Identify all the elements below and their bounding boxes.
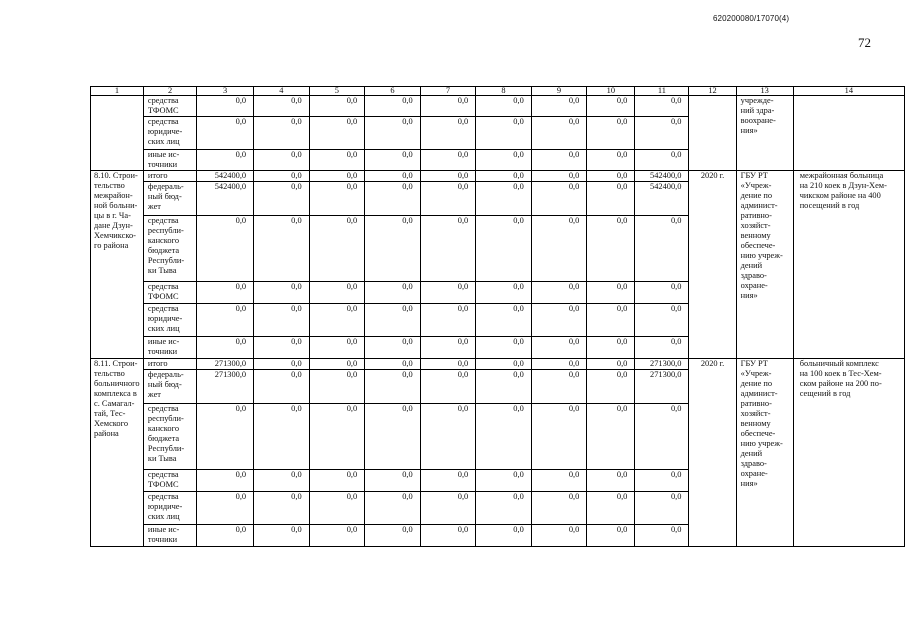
amount-cell: 0,0 [531,216,587,282]
amount-cell: 0,0 [635,96,689,117]
amount-cell: 542400,0 [635,182,689,216]
amount-cell: 0,0 [309,404,365,470]
amount-cell: 0,0 [420,492,476,525]
amount-cell: 0,0 [254,525,310,547]
amount-cell: 0,0 [309,337,365,359]
amount-cell: 0,0 [365,150,421,171]
amount-cell: 0,0 [365,359,421,370]
amount-cell: 0,0 [531,337,587,359]
amount-cell: 0,0 [197,117,254,150]
funding-source: иные ис- точники [143,150,196,171]
column-header-13: 13 [736,87,793,96]
amount-cell: 0,0 [197,150,254,171]
amount-cell: 0,0 [254,282,310,304]
amount-cell: 0,0 [254,304,310,337]
amount-cell: 0,0 [309,282,365,304]
document-id: 620200080/17070(4) [713,14,790,23]
amount-cell: 0,0 [365,171,421,182]
column-header-6: 6 [365,87,421,96]
amount-cell: 0,0 [587,171,635,182]
amount-cell: 0,0 [587,182,635,216]
amount-cell: 0,0 [635,337,689,359]
amount-cell: 0,0 [420,370,476,404]
amount-cell: 0,0 [309,492,365,525]
table-header [91,87,905,96]
measure-name [91,96,144,171]
amount-cell: 0,0 [197,96,254,117]
amount-cell: 0,0 [635,525,689,547]
amount-cell: 0,0 [309,525,365,547]
funding-source: средства ТФОМС [143,96,196,117]
amount-cell: 0,0 [476,525,532,547]
amount-cell: 542400,0 [635,171,689,182]
amount-cell: 0,0 [254,359,310,370]
implementation-year [689,96,736,171]
amount-cell: 0,0 [587,404,635,470]
measure-name: 8.11. Строи- тельство больничного комплекса в с. Самагал- тай, Тес- Хемского района [91,359,144,547]
column-header-8: 8 [476,87,532,96]
amount-cell: 0,0 [531,404,587,470]
amount-cell: 0,0 [587,470,635,492]
amount-cell: 0,0 [365,96,421,117]
column-header-1: 1 [91,87,144,96]
amount-cell: 542400,0 [197,182,254,216]
amount-cell: 0,0 [476,96,532,117]
amount-cell: 0,0 [531,492,587,525]
implementation-year: 2020 г. [689,171,736,359]
amount-cell: 0,0 [420,171,476,182]
amount-cell: 0,0 [476,171,532,182]
amount-cell: 0,0 [420,216,476,282]
column-header-4: 4 [254,87,310,96]
amount-cell: 0,0 [420,304,476,337]
amount-cell: 0,0 [254,492,310,525]
amount-cell: 0,0 [420,182,476,216]
funding-source: федераль- ный бюд- жет [143,370,196,404]
amount-cell: 0,0 [309,182,365,216]
amount-cell: 0,0 [309,359,365,370]
funding-source: федераль- ный бюд- жет [143,182,196,216]
table-row [91,359,905,370]
amount-cell: 0,0 [309,216,365,282]
amount-cell: 0,0 [309,370,365,404]
funding-source: средства ТФОМС [143,470,196,492]
column-header-2: 2 [143,87,196,96]
column-header-12: 12 [689,87,736,96]
funding-source: итого [143,171,196,182]
amount-cell: 0,0 [254,470,310,492]
amount-cell: 0,0 [531,96,587,117]
amount-cell: 0,0 [587,304,635,337]
amount-cell: 0,0 [420,96,476,117]
amount-cell: 0,0 [309,470,365,492]
implementation-year: 2020 г. [689,359,736,547]
amount-cell: 0,0 [476,117,532,150]
amount-cell: 0,0 [587,216,635,282]
amount-cell: 0,0 [197,525,254,547]
column-header-10: 10 [587,87,635,96]
amount-cell: 0,0 [365,216,421,282]
table-row [91,96,905,117]
amount-cell: 0,0 [587,117,635,150]
column-header-3: 3 [197,87,254,96]
amount-cell: 0,0 [197,404,254,470]
amount-cell: 271300,0 [635,370,689,404]
amount-cell: 0,0 [309,304,365,337]
header-row [91,87,905,96]
amount-cell: 0,0 [365,470,421,492]
amount-cell: 0,0 [420,525,476,547]
table-body [91,96,905,547]
amount-cell: 0,0 [365,370,421,404]
amount-cell: 0,0 [587,525,635,547]
amount-cell: 0,0 [531,359,587,370]
amount-cell: 0,0 [476,492,532,525]
amount-cell: 0,0 [197,337,254,359]
amount-cell: 0,0 [197,216,254,282]
amount-cell: 0,0 [476,370,532,404]
column-header-9: 9 [531,87,587,96]
amount-cell: 0,0 [476,470,532,492]
amount-cell: 0,0 [476,337,532,359]
amount-cell: 0,0 [420,282,476,304]
amount-cell: 0,0 [531,525,587,547]
amount-cell: 0,0 [531,282,587,304]
amount-cell: 0,0 [635,117,689,150]
amount-cell: 0,0 [420,150,476,171]
amount-cell: 0,0 [254,216,310,282]
measure-name: 8.10. Строи- тельство межрайон- ной больни- цы в г. Ча- дане Дзун- Хемчикско- го района [91,171,144,359]
funding-source: средства юридиче- ских лиц [143,304,196,337]
amount-cell: 0,0 [365,525,421,547]
responsible-executor: ГБУ РТ «Учреж- дение по админист- ративно- хозяйст- венному обеспече- нию учреж- дений здраво- охране- ния» [736,359,793,547]
amount-cell: 0,0 [365,282,421,304]
amount-cell: 0,0 [309,117,365,150]
amount-cell: 0,0 [635,216,689,282]
funding-source: средства республи- канского бюджета Республи- ки Тыва [143,216,196,282]
amount-cell: 0,0 [476,404,532,470]
amount-cell: 0,0 [531,150,587,171]
amount-cell: 0,0 [420,337,476,359]
amount-cell: 0,0 [635,404,689,470]
amount-cell: 0,0 [587,150,635,171]
funding-source: иные ис- точники [143,337,196,359]
amount-cell: 0,0 [476,150,532,171]
amount-cell: 0,0 [531,304,587,337]
amount-cell: 0,0 [531,117,587,150]
funding-source: средства юридиче- ских лиц [143,492,196,525]
amount-cell: 0,0 [254,370,310,404]
column-header-11: 11 [635,87,689,96]
amount-cell: 0,0 [365,492,421,525]
funding-source: средства республи- канского бюджета Республи- ки Тыва [143,404,196,470]
amount-cell: 0,0 [635,304,689,337]
amount-cell: 0,0 [420,404,476,470]
amount-cell: 0,0 [254,182,310,216]
table-row [91,171,905,182]
amount-cell: 0,0 [254,96,310,117]
amount-cell: 0,0 [365,404,421,470]
amount-cell: 0,0 [197,492,254,525]
expected-result: межрайонная больница на 210 коек в Дзун-Хем- чикском районе на 400 посещений в год [793,171,904,359]
expected-result: больничный комплекс на 100 коек в Тес-Хем- ском районе на 200 по- сещений в год [793,359,904,547]
amount-cell: 0,0 [420,117,476,150]
expected-result [793,96,904,171]
amount-cell: 0,0 [476,182,532,216]
amount-cell: 0,0 [365,182,421,216]
amount-cell: 0,0 [420,359,476,370]
amount-cell: 0,0 [531,182,587,216]
amount-cell: 0,0 [587,282,635,304]
amount-cell: 0,0 [587,96,635,117]
amount-cell: 0,0 [254,337,310,359]
amount-cell: 0,0 [197,470,254,492]
amount-cell: 0,0 [531,370,587,404]
amount-cell: 271300,0 [197,359,254,370]
amount-cell: 0,0 [587,337,635,359]
amount-cell: 0,0 [365,117,421,150]
column-header-5: 5 [309,87,365,96]
responsible-executor: учреждe- ний здра- воохране- ния» [736,96,793,171]
amount-cell: 0,0 [309,171,365,182]
amount-cell: 0,0 [309,150,365,171]
amount-cell: 0,0 [531,171,587,182]
amount-cell: 0,0 [476,216,532,282]
amount-cell: 0,0 [635,150,689,171]
amount-cell: 0,0 [254,171,310,182]
amount-cell: 0,0 [635,282,689,304]
amount-cell: 0,0 [365,304,421,337]
amount-cell: 0,0 [635,492,689,525]
amount-cell: 0,0 [254,150,310,171]
column-header-14: 14 [793,87,904,96]
amount-cell: 0,0 [420,470,476,492]
amount-cell: 0,0 [635,470,689,492]
funding-source: средства ТФОМС [143,282,196,304]
funding-source: итого [143,359,196,370]
amount-cell: 0,0 [309,96,365,117]
amount-cell: 0,0 [587,492,635,525]
amount-cell: 0,0 [531,470,587,492]
column-header-7: 7 [420,87,476,96]
amount-cell: 0,0 [197,282,254,304]
amount-cell: 0,0 [365,337,421,359]
amount-cell: 0,0 [476,359,532,370]
amount-cell: 0,0 [476,282,532,304]
amount-cell: 0,0 [254,117,310,150]
amount-cell: 542400,0 [197,171,254,182]
amount-cell: 0,0 [254,404,310,470]
amount-cell: 0,0 [197,304,254,337]
amount-cell: 0,0 [587,359,635,370]
budget-table [90,86,905,547]
funding-source: иные ис- точники [143,525,196,547]
amount-cell: 0,0 [587,370,635,404]
amount-cell: 271300,0 [197,370,254,404]
amount-cell: 271300,0 [635,359,689,370]
amount-cell: 0,0 [476,304,532,337]
funding-source: средства юридиче- ских лиц [143,117,196,150]
page-number: 72 [858,35,871,50]
responsible-executor: ГБУ РТ «Учреж- дение по админист- ративно- хозяйст- венному обеспече- нию учреж- дений здраво- охране- ния» [736,171,793,359]
